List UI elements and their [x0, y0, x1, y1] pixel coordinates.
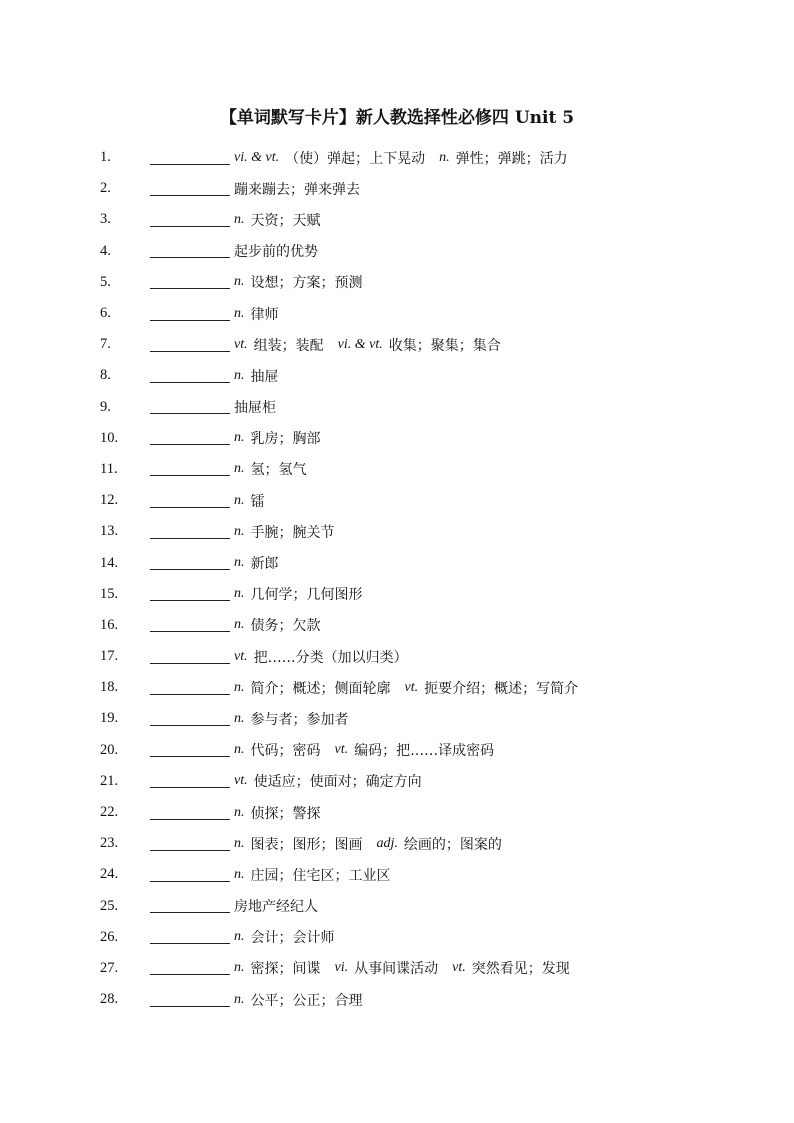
- meaning-text: 突然看见；发现: [471, 961, 570, 978]
- definition-segment: [234, 210, 335, 230]
- item-number: 19.: [100, 710, 119, 727]
- item-number: 7.: [100, 336, 111, 353]
- meaning-text: 抽屉柜: [234, 400, 276, 417]
- answer-blank[interactable]: [150, 802, 230, 820]
- vocab-item: [0, 329, 794, 360]
- vocab-item: [0, 641, 794, 672]
- item-number: 15.: [100, 585, 119, 602]
- definition-segment: [234, 647, 422, 667]
- definition-segment: [234, 335, 338, 355]
- item-number: 9.: [100, 398, 111, 415]
- meaning-text: 新郎: [250, 556, 279, 573]
- definition-segment: [234, 553, 293, 573]
- item-number: 22.: [100, 804, 119, 821]
- answer-blank[interactable]: [150, 271, 230, 289]
- item-number: 26.: [100, 928, 119, 945]
- part-of-speech: n.: [234, 555, 245, 571]
- definition-segment: [234, 865, 405, 885]
- part-of-speech: vt.: [404, 679, 419, 695]
- part-of-speech: n.: [234, 274, 245, 290]
- item-number: 18.: [100, 679, 119, 696]
- answer-blank[interactable]: [150, 365, 230, 383]
- answer-blank[interactable]: [150, 490, 230, 508]
- meaning-text: 几何学；几何图形: [250, 587, 363, 604]
- item-number: 27.: [100, 959, 119, 976]
- definition-segment: [405, 678, 593, 698]
- vocab-item: [0, 204, 794, 235]
- part-of-speech: n.: [234, 804, 245, 820]
- item-number: 21.: [100, 772, 119, 789]
- vocab-item: [0, 142, 794, 173]
- meaning-text: 房地产经纪人: [234, 899, 318, 916]
- definition-segment: [234, 241, 332, 261]
- meaning-text: 代码；密码: [250, 743, 321, 760]
- item-number: 24.: [100, 866, 119, 883]
- answer-blank[interactable]: [150, 147, 230, 165]
- part-of-speech: adj.: [376, 835, 398, 851]
- answer-blank[interactable]: [150, 708, 230, 726]
- definition-segment: [234, 927, 349, 947]
- definition-segment: [234, 304, 293, 324]
- definition-segment: [335, 740, 509, 760]
- vocab-item: [0, 267, 794, 298]
- item-number: 2.: [100, 180, 111, 197]
- item-number: 11.: [100, 460, 118, 477]
- part-of-speech: n.: [234, 492, 245, 508]
- definition-segment: [234, 522, 349, 542]
- vocab-item: [0, 953, 794, 984]
- meaning-text: 手腕；腕关节: [250, 524, 335, 541]
- meaning-text: 镭: [250, 493, 265, 510]
- part-of-speech: n.: [439, 149, 450, 165]
- definition-segment: [234, 491, 279, 511]
- vocab-item: [0, 516, 794, 547]
- meaning-text: 天资；天赋: [250, 212, 321, 229]
- definition-segment: [338, 335, 515, 355]
- item-number: 17.: [100, 648, 119, 665]
- meaning-text: 从事间谍活动: [354, 961, 439, 978]
- part-of-speech: n.: [234, 742, 245, 758]
- meaning-text: 蹦来蹦去；弹来弹去: [234, 181, 360, 198]
- definition-segment: [234, 148, 439, 168]
- answer-blank[interactable]: [150, 552, 230, 570]
- meaning-text: 图表；图形；图画: [250, 836, 363, 853]
- vocab-item: [0, 766, 794, 797]
- item-number: 14.: [100, 554, 119, 571]
- part-of-speech: n.: [234, 430, 245, 446]
- answer-blank[interactable]: [150, 677, 230, 695]
- part-of-speech: vi. & vt.: [337, 336, 383, 352]
- vocab-item: [0, 392, 794, 423]
- definition-segment: [234, 740, 335, 760]
- meaning-text: 设想；方案；预测: [250, 275, 363, 292]
- vocab-item: [0, 298, 794, 329]
- vocab-item: [0, 454, 794, 485]
- meaning-text: 乳房；胸部: [250, 431, 321, 448]
- part-of-speech: n.: [234, 211, 245, 227]
- answer-blank[interactable]: [150, 334, 230, 352]
- item-number: 6.: [100, 305, 111, 322]
- vocab-list: [0, 142, 794, 1015]
- vocab-item: [0, 173, 794, 204]
- meaning-text: 简介；概述；侧面轮廓: [250, 680, 391, 697]
- meaning-text: 公平；公正；合理: [250, 992, 363, 1009]
- answer-blank[interactable]: [150, 957, 230, 975]
- answer-blank[interactable]: [150, 770, 230, 788]
- vocab-item: [0, 485, 794, 516]
- item-number: 5.: [100, 273, 111, 290]
- definition-segment: [335, 958, 453, 978]
- vocab-item: [0, 922, 794, 953]
- answer-blank[interactable]: [150, 396, 230, 414]
- meaning-text: （使）弹起；上下晃动: [285, 150, 426, 167]
- definition-segment: [234, 272, 377, 292]
- definition-segment: [439, 148, 582, 168]
- vocab-item: [0, 547, 794, 578]
- vocab-item: [0, 423, 794, 454]
- definition-segment: [377, 834, 516, 854]
- meaning-text: 密探；间谍: [250, 961, 321, 978]
- part-of-speech: n.: [234, 835, 245, 851]
- answer-blank[interactable]: [150, 833, 230, 851]
- part-of-speech: n.: [234, 367, 245, 383]
- meaning-text: 编码；把……译成密码: [354, 743, 495, 760]
- answer-blank[interactable]: [150, 458, 230, 476]
- meaning-text: 抽屉: [250, 368, 279, 385]
- vocab-item: [0, 703, 794, 734]
- definition-segment: [234, 459, 321, 479]
- part-of-speech: vt.: [234, 336, 248, 352]
- part-of-speech: n.: [234, 586, 245, 602]
- part-of-speech: vt.: [452, 960, 466, 976]
- item-number: 12.: [100, 492, 119, 509]
- item-number: 10.: [100, 429, 119, 446]
- meaning-text: 绘画的；图案的: [403, 836, 502, 853]
- answer-blank[interactable]: [150, 427, 230, 445]
- vocab-item: [0, 859, 794, 890]
- meaning-text: 庄园；住宅区；工业区: [250, 867, 391, 884]
- vocab-item: [0, 984, 794, 1015]
- part-of-speech: n.: [234, 991, 245, 1007]
- part-of-speech: vt.: [334, 742, 349, 758]
- definition-segment: [234, 803, 335, 823]
- definition-segment: [234, 990, 377, 1010]
- part-of-speech: vt.: [234, 648, 248, 664]
- definition-segment: [452, 958, 584, 978]
- part-of-speech: n.: [234, 523, 245, 539]
- vocab-item: [0, 891, 794, 922]
- answer-blank[interactable]: [150, 646, 230, 664]
- definition-segment: [234, 584, 377, 604]
- vocab-item: [0, 236, 794, 267]
- meaning-text: 收集；聚集；集合: [388, 337, 501, 354]
- definition-segment: [234, 366, 293, 386]
- item-number: 25.: [100, 897, 119, 914]
- meaning-text: 参与者；参加者: [250, 711, 349, 728]
- item-number: 16.: [100, 616, 119, 633]
- definition-segment: [234, 896, 332, 916]
- answer-blank[interactable]: [150, 739, 230, 757]
- definition-segment: [234, 428, 335, 448]
- part-of-speech: n.: [234, 866, 245, 882]
- answer-blank[interactable]: [150, 864, 230, 882]
- meaning-text: 起步前的优势: [234, 244, 318, 261]
- meaning-text: 侦探；警探: [250, 805, 321, 822]
- part-of-speech: n.: [234, 710, 245, 726]
- definition-segment: [234, 958, 335, 978]
- answer-blank[interactable]: [150, 926, 230, 944]
- answer-blank[interactable]: [150, 521, 230, 539]
- answer-blank[interactable]: [150, 989, 230, 1007]
- page-title: 【单词默写卡片】新人教选择性必修四 Unit 5: [219, 108, 575, 128]
- part-of-speech: vi. & vt.: [234, 149, 280, 165]
- meaning-text: 把……分类（加以归类）: [253, 649, 408, 666]
- definition-segment: [234, 615, 335, 635]
- vocab-item: [0, 735, 794, 766]
- definition-segment: [234, 834, 377, 854]
- item-number: 1.: [100, 149, 111, 166]
- item-number: 4.: [100, 242, 111, 259]
- answer-blank[interactable]: [150, 178, 230, 196]
- part-of-speech: n.: [234, 305, 245, 321]
- part-of-speech: vi.: [334, 960, 349, 976]
- vocab-item: [0, 579, 794, 610]
- answer-blank[interactable]: [150, 614, 230, 632]
- definition-segment: [234, 709, 363, 729]
- meaning-text: 弹性；弹跳；活力: [455, 150, 568, 167]
- answer-blank[interactable]: [150, 303, 230, 321]
- item-number: 13.: [100, 523, 119, 540]
- definition-segment: [234, 678, 405, 698]
- vocab-item: [0, 828, 794, 859]
- part-of-speech: n.: [234, 679, 245, 695]
- definition-segment: [234, 397, 290, 417]
- meaning-text: 律师: [250, 306, 279, 323]
- vocab-item: [0, 610, 794, 641]
- item-number: 8.: [100, 367, 111, 384]
- meaning-text: 会计；会计师: [250, 930, 335, 947]
- answer-blank[interactable]: [150, 209, 230, 227]
- part-of-speech: vt.: [234, 773, 248, 789]
- vocab-item: [0, 360, 794, 391]
- item-number: 3.: [100, 211, 111, 228]
- meaning-text: 债务；欠款: [250, 618, 321, 635]
- meaning-text: 扼要介绍；概述；写简介: [424, 680, 579, 697]
- answer-blank[interactable]: [150, 583, 230, 601]
- answer-blank[interactable]: [150, 240, 230, 258]
- part-of-speech: n.: [234, 617, 245, 633]
- item-number: 23.: [100, 835, 119, 852]
- item-number: 20.: [100, 741, 119, 758]
- item-number: 28.: [100, 991, 119, 1008]
- vocab-item: [0, 672, 794, 703]
- meaning-text: 组装；装配: [253, 337, 324, 354]
- part-of-speech: n.: [234, 929, 245, 945]
- part-of-speech: n.: [234, 960, 245, 976]
- meaning-text: 使适应；使面对；确定方向: [253, 774, 422, 791]
- meaning-text: 氢；氢气: [250, 462, 307, 479]
- part-of-speech: n.: [234, 461, 245, 477]
- answer-blank[interactable]: [150, 895, 230, 913]
- definition-segment: [234, 771, 436, 791]
- definition-segment: [234, 179, 374, 199]
- vocab-item: [0, 797, 794, 828]
